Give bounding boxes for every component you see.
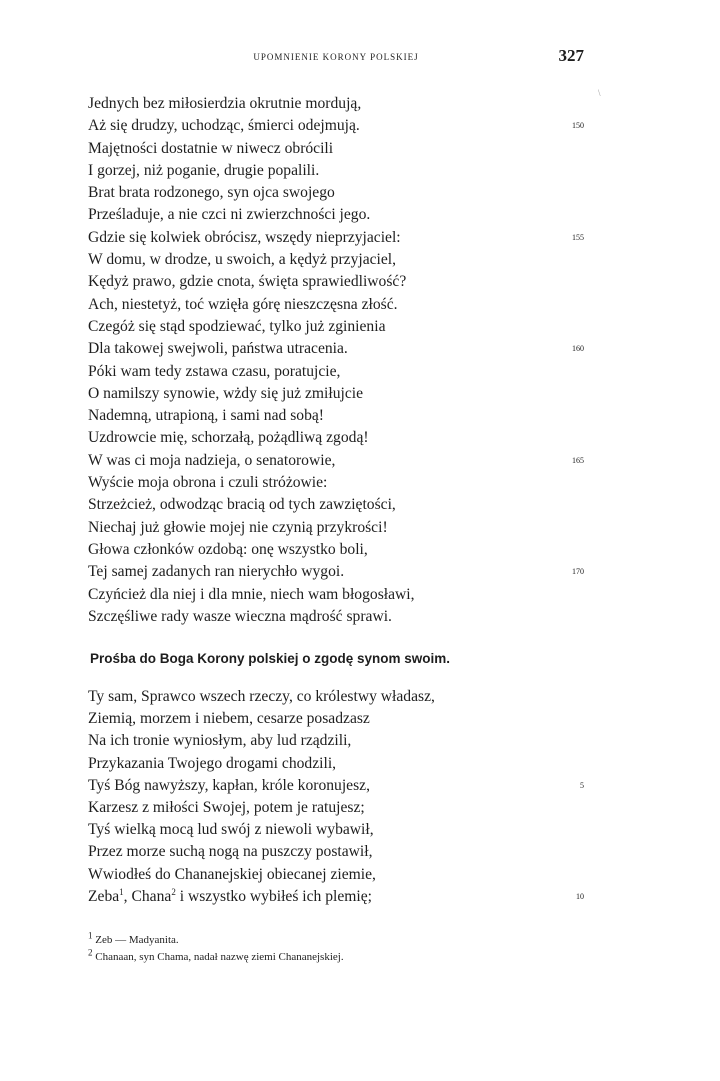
verse-text: O namilszy synowie, wżdy się już zmiłujcie	[88, 384, 363, 402]
section-heading: Prośba do Boga Korony polskiej o zgodę synom swoim.	[90, 651, 451, 666]
verse-line	[88, 271, 584, 293]
running-title: UPOMNIENIE KORONY POLSKIEJ	[253, 52, 419, 62]
verse-text: Karzesz z miłości Swojej, potem je ratujesz;	[88, 798, 365, 816]
verse-line	[88, 775, 584, 797]
verse-word: , Chana	[123, 887, 172, 905]
verse-line	[88, 494, 584, 516]
line-number: 10	[576, 891, 584, 901]
verse-line	[88, 584, 584, 606]
verse-word: Zeba	[88, 887, 120, 905]
verse-text: Na ich tronie wyniosłym, aby lud rządzili,	[88, 732, 352, 750]
footnotes	[88, 932, 584, 966]
verse-text: Póki wam tedy zstawa czasu, poratujcie,	[88, 362, 341, 380]
verse-text: Wwiodłeś do Chananejskiej obiecanej ziemie,	[88, 865, 376, 883]
line-number: 5	[580, 780, 584, 790]
footnote	[88, 932, 584, 949]
verse-text	[88, 886, 372, 908]
verse-line	[88, 249, 584, 271]
verse-line	[88, 383, 584, 405]
verse-line	[88, 561, 584, 583]
poem-stanza-1	[88, 93, 584, 628]
line-number: 160	[572, 344, 584, 354]
verse-text: Brat brata rodzonego, syn ojca swojego	[88, 184, 335, 202]
verse-text: Majętności dostatnie w niwecz obrócili	[88, 139, 334, 157]
footnote	[88, 949, 584, 966]
verse-text: Czegóż się stąd spodziewać, tylko już zginienia	[88, 317, 386, 335]
verse-line	[88, 606, 584, 628]
verse-line	[88, 405, 584, 427]
footnote-text: Chanaan, syn Chama, nadał nazwę ziemi Chananejskiej.	[95, 951, 344, 963]
verse-text: Szczęśliwe rady wasze wieczna mądrość sprawi.	[88, 607, 392, 625]
verse-text: Nademną, utrapioną, i sami nad sobą!	[88, 407, 325, 425]
verse-line	[88, 539, 584, 561]
verse-text: Strzeżcież, odwodząc bracią od tych zawziętości,	[88, 496, 396, 514]
line-number: 165	[572, 455, 584, 465]
verse-text: I gorzej, niż poganie, drugie popalili.	[88, 161, 320, 179]
verse-text: Przez morze suchą nogą na puszczy postawił,	[88, 843, 373, 861]
page-number: 327	[558, 46, 584, 65]
footnote-ref: 2	[171, 886, 176, 897]
footnote-mark: 2	[88, 947, 93, 958]
verse-line	[88, 294, 584, 316]
verse-line	[88, 182, 584, 204]
footnote-mark: 1	[88, 930, 93, 941]
verse-line	[88, 753, 584, 775]
verse-text: Dla takowej swejwoli, państwa utracenia.	[88, 340, 348, 358]
verse-text: Przykazania Twojego drogami chodzili,	[88, 754, 337, 772]
verse-text: Niechaj już głowie mojej nie czynią przykrości!	[88, 518, 388, 536]
verse-line	[88, 708, 584, 730]
verse-line	[88, 427, 584, 449]
footnote-ref: 1	[119, 886, 124, 897]
verse-line	[88, 686, 584, 708]
verse-text: Tyś wielką mocą lud swój z niewoli wybawił,	[88, 821, 374, 839]
verse-line	[88, 841, 584, 863]
verse-line	[88, 115, 584, 137]
verse-text: Głowa członków ozdobą: onę wszystko boli,	[88, 540, 368, 558]
verse-line	[88, 160, 584, 182]
verse-text: Prześladuje, a nie czci ni zwierzchności jego.	[88, 206, 371, 224]
verse-text: Kędyż prawo, gdzie cnota, święta sprawiedliwość?	[88, 273, 407, 291]
verse-text: Gdzie się kolwiek obrócisz, wszędy nieprzyjaciel:	[88, 228, 401, 246]
verse-rest: i wszystko wybiłeś ich plemię;	[179, 887, 373, 905]
verse-line	[88, 338, 584, 360]
verse-line	[88, 517, 584, 539]
verse-text: Aż się drudzy, uchodząc, śmierci odejmują.	[88, 117, 360, 135]
verse-text: Ach, niestetyż, toć wzięła górę nieszczęsna złość.	[88, 295, 398, 313]
verse-text: Ty sam, Sprawco wszech rzeczy, co królestwy władasz,	[88, 688, 435, 705]
verse-text: Tyś Bóg nawyższy, kapłan, króle koronujesz,	[88, 776, 370, 794]
verse-text: Czyńcież dla niej i dla mnie, niech wam błogosławi,	[88, 585, 415, 603]
poem-stanza-2	[88, 686, 584, 908]
verse-line	[88, 227, 584, 249]
verse-line	[88, 730, 584, 752]
verse-line	[88, 204, 584, 226]
page-header	[88, 42, 584, 70]
verse-line	[88, 864, 584, 886]
verse-line	[88, 361, 584, 383]
verse-text: W domu, w drodze, u swoich, a kędyż przyjaciel,	[88, 251, 397, 269]
verse-line	[88, 797, 584, 819]
line-number: 155	[572, 232, 584, 242]
footnote-text: Zeb — Madyanita.	[95, 934, 179, 946]
verse-line	[88, 93, 584, 115]
verse-line	[88, 886, 584, 908]
verse-text: Uzdrowcie mię, schorzałą, pożądliwą zgodą!	[88, 429, 369, 447]
verse-line	[88, 138, 584, 160]
line-number: 150	[572, 121, 584, 131]
verse-text: Ziemią, morzem i niebem, cesarze posadzasz	[88, 710, 370, 728]
verse-text: Wyście moja obrona i czuli stróżowie:	[88, 474, 328, 492]
verse-line	[88, 472, 584, 494]
verse-text: Tej samej zadanych ran nierychło wygoi.	[88, 563, 345, 581]
verse-line	[88, 819, 584, 841]
verse-text: Jednych bez miłosierdzia okrutnie mordują,	[88, 95, 362, 112]
verse-line	[88, 450, 584, 472]
verse-line	[88, 316, 584, 338]
verse-text: W was ci moja nadzieja, o senatorowie,	[88, 451, 336, 469]
margin-mark: \	[598, 88, 601, 98]
line-number: 170	[572, 567, 584, 577]
